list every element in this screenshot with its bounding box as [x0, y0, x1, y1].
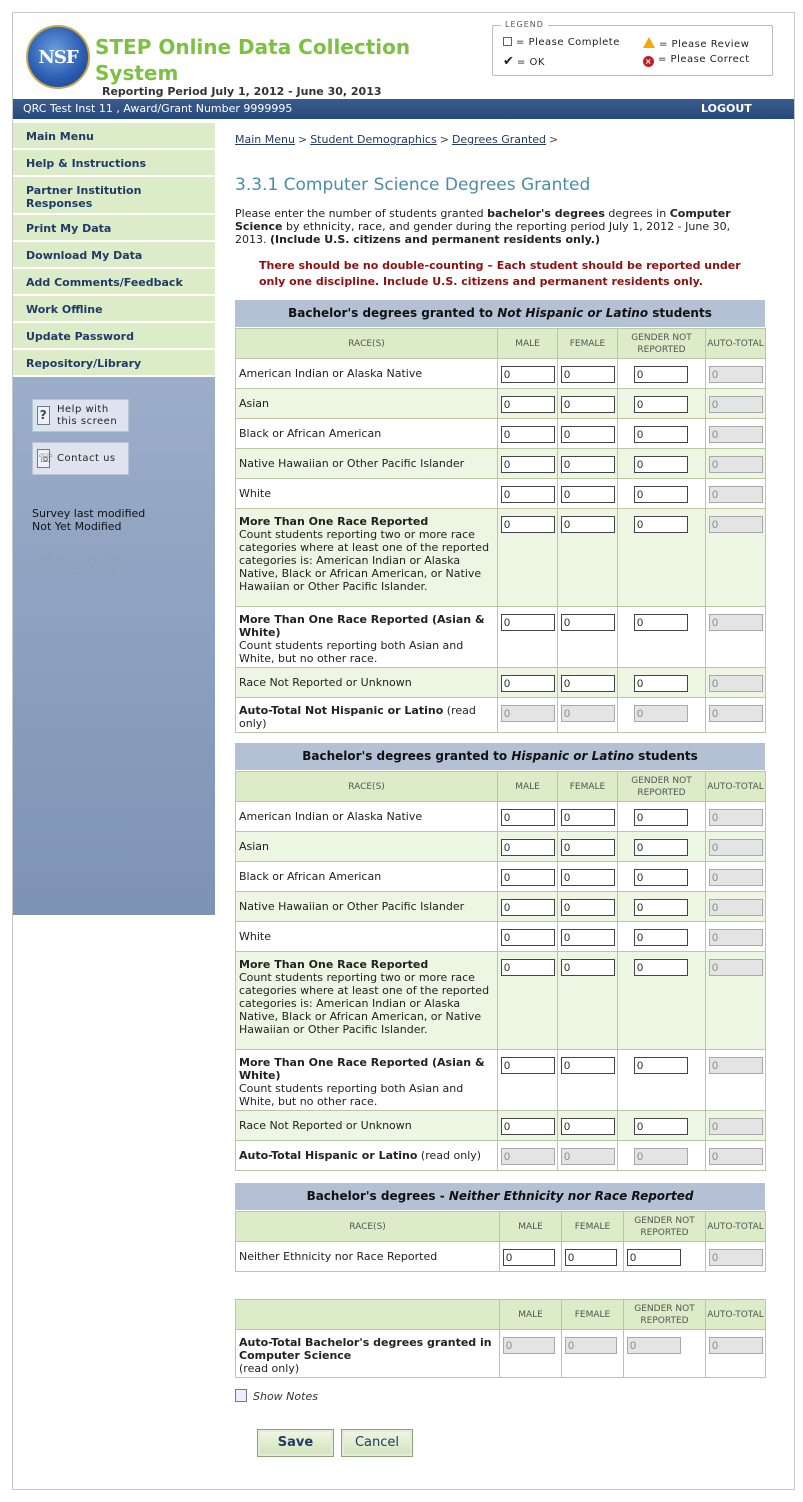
col-female: FEMALE	[558, 329, 618, 359]
auto-total-field	[709, 675, 763, 692]
row-label: Black or African American	[236, 419, 498, 449]
legend-title: LEGEND	[501, 20, 548, 29]
col-race: RACE(S)	[236, 329, 498, 359]
show-notes-label: Show Notes	[253, 1390, 318, 1403]
logout-link[interactable]: LOGOUT	[701, 102, 752, 115]
gender-nr-input[interactable]	[634, 899, 688, 916]
breadcrumb-sep: >	[549, 133, 559, 146]
row-label: Native Hawaiian or Other Pacific Islander	[236, 892, 498, 922]
legend-correct	[643, 54, 750, 67]
male-input[interactable]	[503, 1249, 555, 1266]
male-input[interactable]	[501, 869, 555, 886]
male-input[interactable]	[501, 839, 555, 856]
legend-correct-label: = Please Correct	[658, 54, 750, 65]
page-title: 3.3.1 Computer Science Degrees Granted	[235, 175, 591, 195]
intro-part: Please enter the number of students granted	[235, 207, 488, 220]
section-not-hispanic-title	[235, 300, 765, 327]
breadcrumb	[235, 133, 561, 146]
auto-total-field	[709, 869, 763, 886]
warning-icon	[643, 37, 655, 48]
omb-info	[32, 556, 123, 578]
gender-nr-input[interactable]	[634, 426, 688, 443]
gender-nr-input[interactable]	[634, 675, 688, 692]
legend-review	[643, 37, 749, 50]
legend-review-label: = Please Review	[659, 39, 750, 50]
breadcrumb-degrees[interactable]: Degrees Granted	[451, 133, 547, 146]
female-input[interactable]	[561, 396, 615, 413]
title-part: Bachelor's degrees granted to	[302, 749, 512, 763]
total-title: Auto-Total Hispanic or Latino	[239, 1149, 418, 1162]
col-male: MALE	[498, 329, 558, 359]
breadcrumb-main-menu[interactable]: Main Menu	[235, 133, 295, 146]
auto-total-field	[709, 809, 763, 826]
auto-total-field	[709, 1118, 763, 1135]
col-auto-total: AUTO-TOTAL	[706, 1300, 766, 1330]
table-grand-total	[235, 1299, 766, 1378]
col-male: MALE	[498, 772, 558, 802]
top-bar	[13, 99, 794, 119]
row-label: Race Not Reported or Unknown	[236, 1111, 498, 1141]
male-input[interactable]	[501, 675, 555, 692]
cancel-button[interactable]: Cancel	[341, 1429, 413, 1457]
auto-total-field	[709, 426, 763, 443]
female-input[interactable]	[561, 899, 615, 916]
total-male-field	[501, 705, 555, 722]
gender-nr-input[interactable]	[634, 614, 688, 631]
male-input[interactable]	[501, 366, 555, 383]
section-hispanic-title	[235, 743, 765, 770]
auto-total-field	[709, 614, 763, 631]
female-input[interactable]	[565, 1249, 617, 1266]
title-part: students	[648, 306, 712, 320]
sidebar-item-repository[interactable]: Repository/Library	[13, 350, 215, 377]
omb-number: OMB No. 3145-0226	[32, 556, 123, 566]
modified-label: Survey last modified	[32, 507, 146, 520]
male-input[interactable]	[501, 1118, 555, 1135]
total-label	[236, 1141, 498, 1171]
intro-emphasis: bachelor's degrees	[487, 207, 605, 220]
breadcrumb-sep: >	[439, 133, 449, 146]
sidebar-item-main-menu[interactable]: Main Menu	[13, 123, 215, 150]
nsf-logo	[26, 25, 90, 89]
col-empty	[236, 1300, 500, 1330]
row-label: American Indian or Alaska Native	[236, 802, 498, 832]
total-gender-nr-field	[634, 1148, 688, 1165]
col-male: MALE	[500, 1212, 562, 1242]
intro-text	[235, 207, 755, 246]
row-title: More Than One Race Reported	[239, 515, 429, 528]
phone-icon: ☏	[37, 449, 50, 468]
gender-nr-input[interactable]	[627, 1249, 681, 1266]
row-label: Race Not Reported or Unknown	[236, 668, 498, 698]
col-auto-total: AUTO-TOTAL	[706, 329, 766, 359]
row-label: Native Hawaiian or Other Pacific Islander	[236, 449, 498, 479]
col-gender-nr: GENDER NOT REPORTED	[624, 1300, 706, 1330]
sidebar-item-partner-responses[interactable]: Partner Institution Responses	[13, 177, 215, 215]
checkmark-icon: ✔	[503, 54, 515, 69]
total-suffix: (read only)	[239, 1362, 300, 1375]
omb-date: February 29, 2016	[32, 567, 115, 577]
gender-nr-input[interactable]	[634, 1057, 688, 1074]
col-race: RACE(S)	[236, 772, 498, 802]
gender-nr-input[interactable]	[634, 516, 688, 533]
show-notes-link[interactable]	[235, 1389, 318, 1403]
auto-total-field	[709, 366, 763, 383]
col-gender-nr: GENDER NOT REPORTED	[618, 329, 706, 359]
breadcrumb-demographics[interactable]: Student Demographics	[310, 133, 437, 146]
row-label-multi	[236, 952, 498, 1050]
auto-total-field	[709, 516, 763, 533]
male-input[interactable]	[501, 486, 555, 503]
row-title: More Than One Race Reported (Asian & White)	[239, 613, 485, 639]
row-description: Count students reporting both Asian and White, but no other race.	[239, 1082, 464, 1108]
female-input[interactable]	[561, 809, 615, 826]
logo-text: NSF	[38, 46, 78, 68]
female-input[interactable]	[561, 516, 615, 533]
help-screen-label: Help with this screen	[57, 404, 118, 427]
header	[13, 13, 794, 99]
contact-us-label: Contact us	[57, 453, 116, 464]
edit-note-icon	[235, 1389, 247, 1402]
female-input[interactable]	[561, 486, 615, 503]
row-label-asian-white	[236, 1050, 498, 1111]
gender-nr-input[interactable]	[634, 959, 688, 976]
legend	[492, 20, 773, 76]
title-emphasis: Hispanic or Latino	[511, 749, 634, 763]
gender-nr-input[interactable]	[634, 929, 688, 946]
row-title: More Than One Race Reported	[239, 958, 429, 971]
total-suffix: (read only)	[239, 704, 476, 730]
total-female-field	[561, 705, 615, 722]
auto-total-field	[709, 899, 763, 916]
auto-total-field	[709, 1148, 763, 1165]
female-input[interactable]	[561, 869, 615, 886]
sidebar-item-update-password[interactable]: Update Password	[13, 323, 215, 350]
sidebar-item-comments[interactable]: Add Comments/Feedback	[13, 269, 215, 296]
auto-total-field	[709, 705, 763, 722]
row-label-multi	[236, 509, 498, 607]
help-screen-button[interactable]	[32, 399, 129, 432]
checkbox-empty-icon	[503, 37, 512, 46]
male-input[interactable]	[501, 809, 555, 826]
female-input[interactable]	[561, 456, 615, 473]
page-frame	[12, 12, 795, 1490]
intro-part: degrees in	[604, 207, 670, 220]
gender-nr-input[interactable]	[634, 839, 688, 856]
col-race: RACE(S)	[236, 1212, 500, 1242]
row-label: White	[236, 922, 498, 952]
col-female: FEMALE	[562, 1300, 624, 1330]
female-input[interactable]	[561, 839, 615, 856]
sidebar	[13, 123, 215, 915]
male-input[interactable]	[501, 1057, 555, 1074]
sidebar-item-help[interactable]: Help & Instructions	[13, 150, 215, 177]
male-input[interactable]	[501, 899, 555, 916]
legend-complete-label: = Please Complete	[516, 37, 620, 48]
col-male: MALE	[500, 1300, 562, 1330]
intro-emphasis: Computer Science	[235, 207, 731, 233]
legend-complete	[503, 37, 620, 48]
title-part: Bachelor's degrees -	[306, 1189, 449, 1203]
table-neither	[235, 1211, 766, 1272]
sidebar-item-work-offline[interactable]: Work Offline	[13, 296, 215, 323]
total-gender-nr-field	[627, 1337, 681, 1354]
gender-nr-input[interactable]	[634, 486, 688, 503]
intro-part: by ethnicity, race, and gender during the reporting period July 1, 2012 - June 30, 2013.	[235, 220, 731, 246]
male-input[interactable]	[501, 929, 555, 946]
grand-total-label	[236, 1330, 500, 1378]
female-input[interactable]	[561, 675, 615, 692]
female-input[interactable]	[561, 929, 615, 946]
row-label: American Indian or Alaska Native	[236, 359, 498, 389]
row-label: Neither Ethnicity nor Race Reported	[236, 1242, 500, 1272]
institution-label: QRC Test Inst 11 , Award/Grant Number 9999995	[23, 102, 293, 115]
auto-total-field	[709, 396, 763, 413]
male-input[interactable]	[501, 456, 555, 473]
title-emphasis: Neither Ethnicity nor Race Reported	[448, 1189, 694, 1203]
col-female: FEMALE	[562, 1212, 624, 1242]
col-auto-total: AUTO-TOTAL	[706, 772, 766, 802]
row-label-asian-white	[236, 607, 498, 668]
title-part: Bachelor's degrees granted to	[288, 306, 498, 320]
legend-ok-label: = OK	[517, 57, 545, 68]
total-male-field	[503, 1337, 555, 1354]
gender-nr-input[interactable]	[634, 396, 688, 413]
auto-total-field	[709, 1249, 763, 1266]
col-female: FEMALE	[558, 772, 618, 802]
female-input[interactable]	[561, 1057, 615, 1074]
modified-value: Not Yet Modified	[32, 520, 122, 533]
male-input[interactable]	[501, 396, 555, 413]
sidebar-item-download[interactable]: Download My Data	[13, 242, 215, 269]
female-input[interactable]	[561, 426, 615, 443]
total-suffix: (read only)	[417, 1149, 482, 1162]
male-input[interactable]	[501, 614, 555, 631]
gender-nr-input[interactable]	[634, 869, 688, 886]
col-gender-nr: GENDER NOT REPORTED	[618, 772, 706, 802]
table-not-hispanic	[235, 328, 766, 733]
total-title: Auto-Total Not Hispanic or Latino	[239, 704, 444, 717]
auto-total-field	[709, 486, 763, 503]
reporting-period: Reporting Period July 1, 2012 - June 30, 2013	[102, 85, 382, 98]
auto-total-field	[709, 1057, 763, 1074]
gender-nr-input[interactable]	[634, 809, 688, 826]
gender-nr-input[interactable]	[634, 366, 688, 383]
row-title: More Than One Race Reported (Asian & White)	[239, 1056, 485, 1082]
save-button[interactable]: Save	[257, 1429, 334, 1457]
male-input[interactable]	[501, 516, 555, 533]
total-female-field	[565, 1337, 617, 1354]
survey-modified-info	[32, 507, 145, 533]
app-title: STEP Online Data Collection System	[95, 35, 411, 85]
row-description: Count students reporting two or more race categories where at least one of the reported categories is: American Indian or Alaska Native, Black or African American, or Native Hawaiian or Other Pacific Islander.	[239, 528, 490, 593]
male-input[interactable]	[501, 959, 555, 976]
male-input[interactable]	[501, 426, 555, 443]
sidebar-item-print[interactable]: Print My Data	[13, 215, 215, 242]
row-description: Count students reporting two or more race categories where at least one of the reported categories is: American Indian or Alaska Native, Black or African American, or Native Hawaiian or Other Pacific Islander.	[239, 971, 490, 1036]
auto-total-field	[709, 959, 763, 976]
female-input[interactable]	[561, 614, 615, 631]
total-male-field	[501, 1148, 555, 1165]
female-input[interactable]	[561, 1118, 615, 1135]
contact-us-button[interactable]	[32, 442, 129, 475]
row-label: Black or African American	[236, 862, 498, 892]
error-icon: ×	[644, 57, 653, 66]
double-counting-warning: There should be no double-counting – Each student should be reported under only one discipline. Include U.S. citizens and permanent residents only.	[259, 259, 741, 288]
row-label: Asian	[236, 832, 498, 862]
gender-nr-input[interactable]	[634, 1118, 688, 1135]
title-emphasis: Not Hispanic or Latino	[497, 306, 649, 320]
auto-total-field	[709, 1337, 763, 1354]
total-female-field	[561, 1148, 615, 1165]
col-gender-nr: GENDER NOT REPORTED	[624, 1212, 706, 1242]
auto-total-field	[709, 839, 763, 856]
gender-nr-input[interactable]	[634, 456, 688, 473]
row-label: Asian	[236, 389, 498, 419]
auto-total-field	[709, 929, 763, 946]
cell	[498, 359, 558, 389]
row-label: White	[236, 479, 498, 509]
help-icon: ?	[37, 406, 50, 425]
breadcrumb-sep: >	[297, 133, 308, 146]
title-part: students	[634, 749, 698, 763]
total-gender-nr-field	[634, 705, 688, 722]
intro-emphasis: (Include U.S. citizens and permanent residents only.)	[270, 233, 601, 246]
col-auto-total: AUTO-TOTAL	[706, 1212, 766, 1242]
total-title: Auto-Total Bachelor's degrees granted in Computer Science	[239, 1336, 492, 1362]
auto-total-field	[709, 456, 763, 473]
total-label	[236, 698, 498, 733]
section-neither-title	[235, 1183, 765, 1210]
female-input[interactable]	[561, 366, 615, 383]
table-hispanic	[235, 771, 766, 1171]
female-input[interactable]	[561, 959, 615, 976]
row-description: Count students reporting both Asian and White, but no other race.	[239, 639, 464, 665]
legend-ok	[503, 54, 545, 69]
